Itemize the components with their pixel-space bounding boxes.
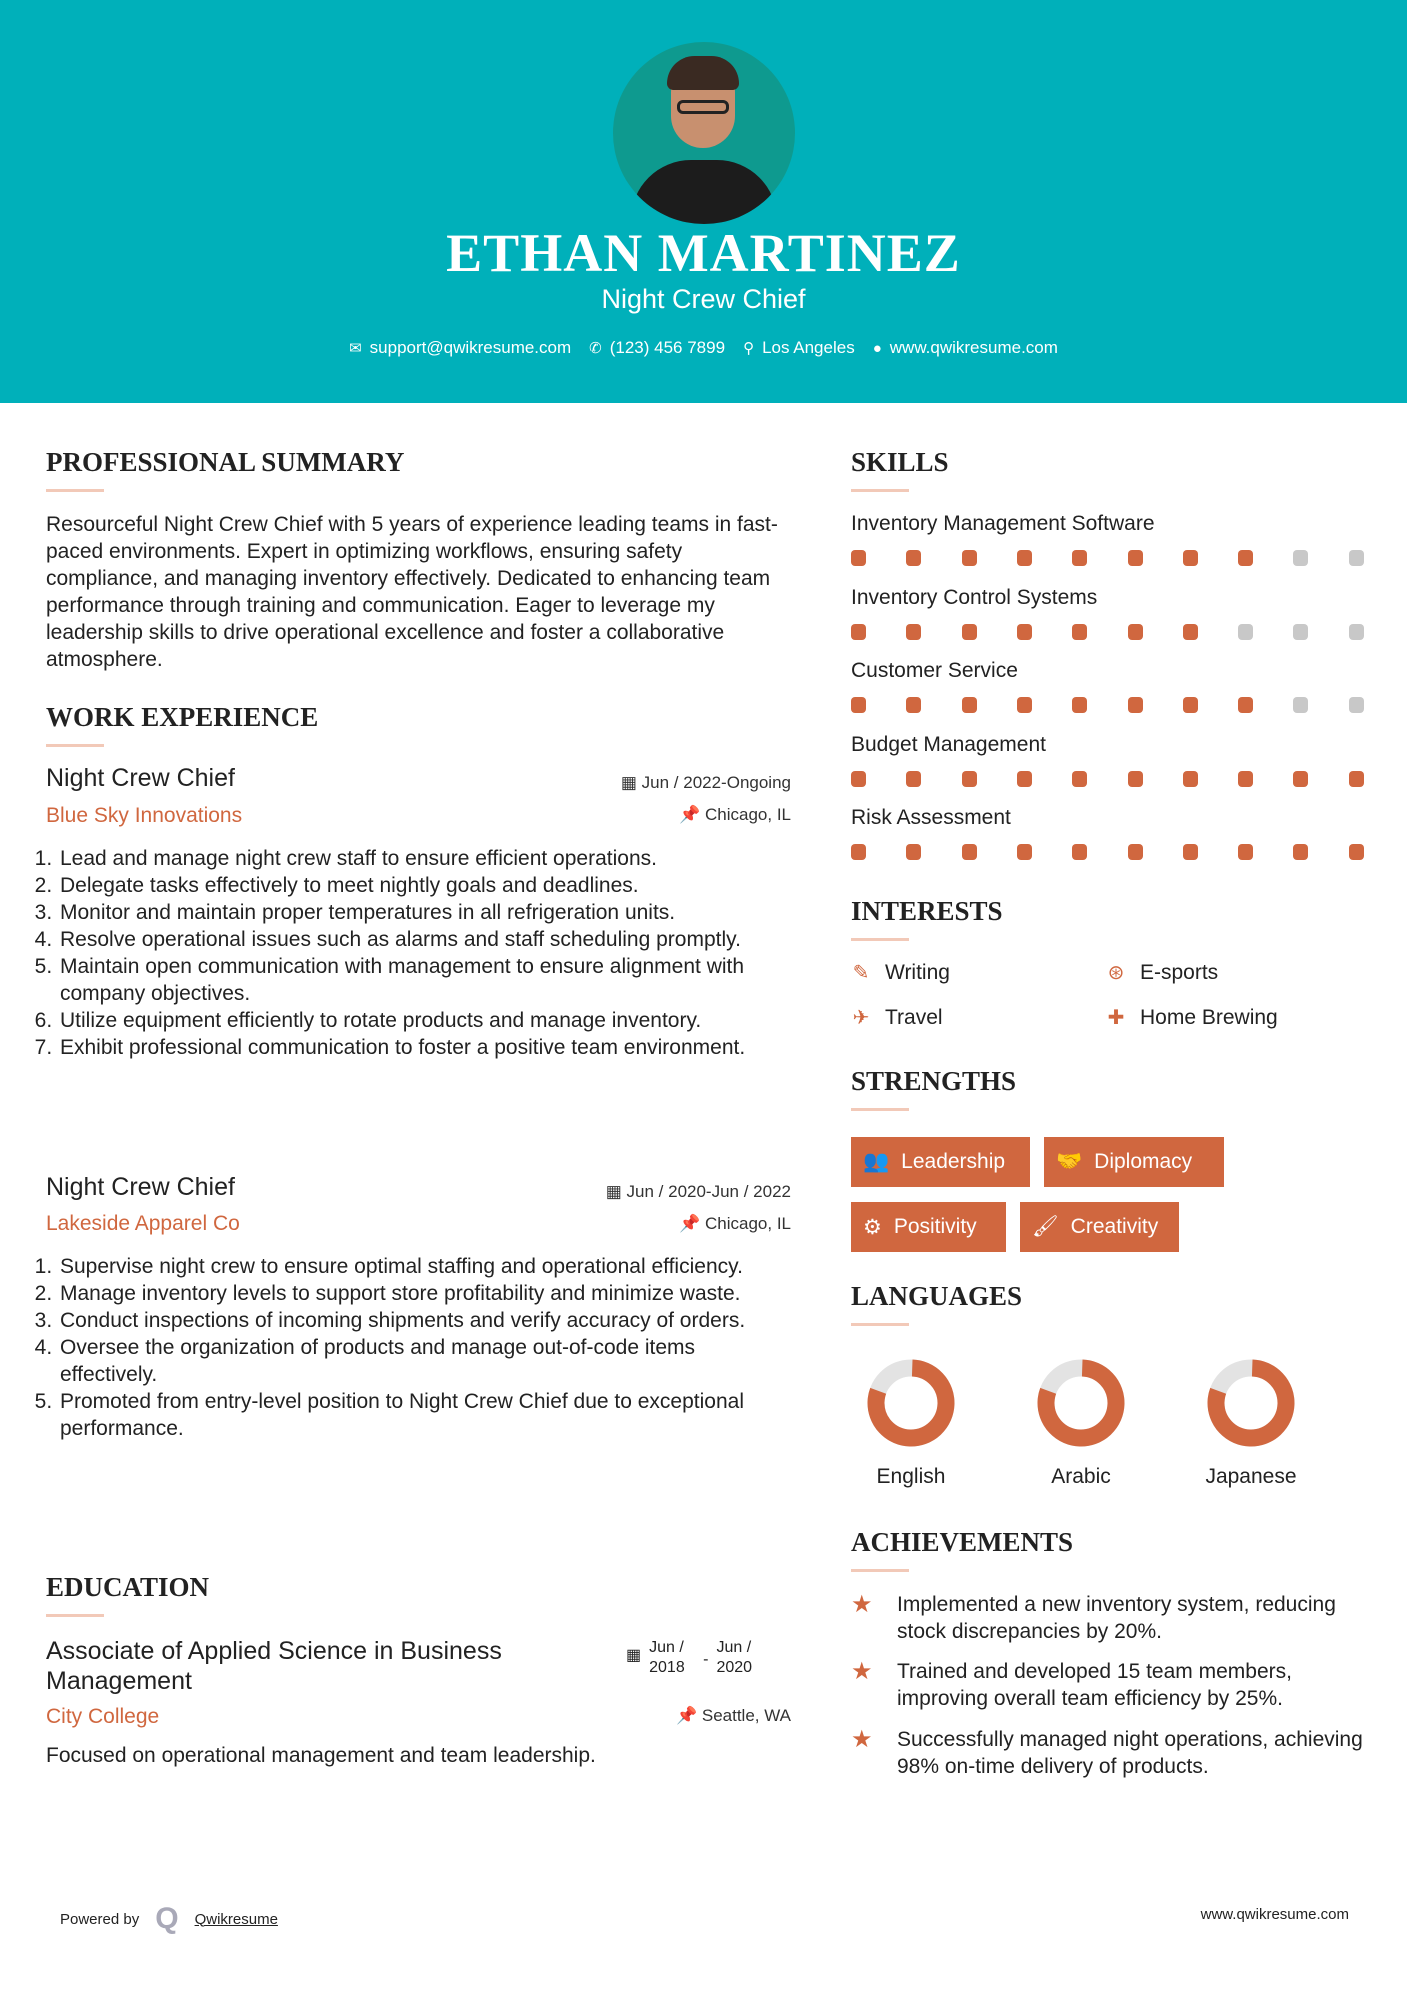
skill-dot-filled (1017, 697, 1032, 713)
strength-creativity: 🖌 Creativity (1020, 1202, 1179, 1252)
skill-dot-filled (1128, 844, 1143, 860)
qwikresume-logo-icon: Q (155, 1902, 179, 1935)
skill-dot-filled (851, 624, 866, 640)
achievement-item: ★ Trained and developed 15 team members, improving overall team efficiency by 25%. (851, 1658, 1292, 1710)
skill-dot-empty (1349, 697, 1364, 713)
handshake-icon: 🤝 (1056, 1150, 1083, 1173)
skill-dot-filled (1128, 624, 1143, 640)
duty-item: 3. Monitor and maintain proper temperatures in all refrigeration units. (58, 899, 790, 926)
lifebuoy-icon: ⊛ (1107, 962, 1125, 984)
skill-dot-empty (1349, 550, 1364, 566)
star-icon: ★ (851, 1726, 873, 1753)
divider (851, 1108, 909, 1111)
school: City College (46, 1705, 160, 1728)
email[interactable]: support@qwikresume.com (369, 338, 572, 357)
calendar-icon: ▦ (620, 773, 642, 792)
achievements-heading: ACHIEVEMENTS (851, 1527, 1074, 1557)
duty-item: 3. Conduct inspections of incoming shipments and verify accuracy of orders. (58, 1307, 790, 1334)
header (0, 0, 1407, 403)
skill-dot-empty (1349, 624, 1364, 640)
users-icon: 👥 (863, 1150, 890, 1173)
skill-dot-empty (1293, 624, 1308, 640)
divider (851, 489, 909, 492)
work-heading: WORK EXPERIENCE (46, 702, 319, 732)
footer-powered: Powered by Q Qwikresume (60, 1902, 278, 1935)
duty-item: 4. Resolve operational issues such as alarms and staff scheduling promptly. (58, 926, 790, 953)
calendar-icon: ▦ (626, 1647, 642, 1664)
duty-item: 2. Delegate tasks effectively to meet nightly goals and deadlines. (58, 872, 790, 899)
skill-dot-filled (906, 697, 921, 713)
skill-name: Risk Assessment (851, 806, 1011, 830)
education-description: Focused on operational management and team leadership. (46, 1744, 596, 1767)
phone-icon: ✆ (589, 340, 602, 357)
skill-dot-filled (1017, 771, 1032, 787)
job-dates: ▦ Jun / 2022-Ongoing (620, 773, 791, 792)
qwikresume-link[interactable]: Qwikresume (194, 1910, 278, 1928)
globe-icon: ● (872, 340, 882, 357)
achievement-item: ★ Implemented a new inventory system, reducing stock discrepancies by 20%. (851, 1591, 1336, 1643)
paintbrush-icon: 🖌 (1032, 1215, 1059, 1238)
contact-bar (0, 338, 1407, 358)
skill-rating (851, 624, 1371, 640)
skill-dot-filled (1072, 844, 1087, 860)
duty-item: 1. Supervise night crew to ensure optimal staffing and operational efficiency. (58, 1253, 790, 1280)
strength-leadership: 👥 Leadership (851, 1137, 1030, 1187)
pin-icon: 📌 (679, 1214, 705, 1233)
skill-dot-filled (1293, 771, 1308, 787)
skill-dot-filled (906, 550, 921, 566)
divider (851, 1569, 909, 1572)
duty-item: 1. Lead and manage night crew staff to ensure efficient operations. (58, 845, 790, 872)
summary-heading: PROFESSIONAL SUMMARY (46, 447, 405, 477)
profile-photo (613, 42, 795, 224)
strength-positivity: ⚙ Positivity (851, 1202, 1006, 1252)
skill-dot-filled (851, 697, 866, 713)
language-donut (1031, 1353, 1131, 1453)
skill-dot-filled (962, 771, 977, 787)
skill-dot-filled (906, 624, 921, 640)
skill-dot-filled (1238, 550, 1253, 566)
pencil-icon: ✎ (852, 962, 870, 984)
education-location: 📌 Seattle, WA (675, 1706, 791, 1725)
skill-dot-filled (1238, 697, 1253, 713)
skill-rating (851, 697, 1371, 713)
skill-dot-filled (851, 550, 866, 566)
language-donut (1201, 1353, 1301, 1453)
education-heading: EDUCATION (46, 1572, 210, 1602)
divider (851, 938, 909, 941)
skill-dot-filled (1128, 550, 1143, 566)
pin-icon: 📌 (679, 805, 705, 824)
skill-dot-filled (1072, 771, 1087, 787)
skill-rating (851, 844, 1371, 860)
pin-icon: 📌 (675, 1706, 702, 1725)
skill-dot-filled (1017, 624, 1032, 640)
skill-dot-empty (1238, 624, 1253, 640)
website[interactable]: www.qwikresume.com (889, 338, 1058, 357)
languages-heading: LANGUAGES (851, 1281, 1023, 1311)
divider (851, 1323, 909, 1326)
job-duties (40, 1253, 790, 1442)
skill-dot-filled (1017, 844, 1032, 860)
summary-text: Resourceful Night Crew Chief with 5 years of experience leading teams in fast-paced environments. Expert in optimizing workflows, ensuring safety compliance, and managing inventory effectively. Dedicated to enhancing team performance through training and communication. Eager to leverage my leadership skills to drive operational excellence and foster a collaborative atmosphere. (46, 513, 778, 671)
skill-rating (851, 771, 1371, 787)
company: Lakeside Apparel Co (46, 1212, 240, 1235)
interest-travel: ✈ Travel (852, 1005, 943, 1029)
duty-item: 2. Manage inventory levels to support store profitability and minimize waste. (58, 1280, 790, 1307)
language-name: Japanese (1205, 1465, 1297, 1488)
strengths-heading: STRENGTHS (851, 1066, 1017, 1096)
skill-dot-filled (1183, 697, 1198, 713)
company: Blue Sky Innovations (46, 804, 243, 827)
achievement-item: ★ Successfully managed night operations, achieving 98% on-time delivery of products. (851, 1726, 1363, 1778)
skill-rating (851, 550, 1371, 566)
job-duties (40, 845, 790, 1061)
candidate-title: Night Crew Chief (601, 284, 806, 314)
skill-dot-filled (1072, 697, 1087, 713)
candidate-name: ETHAN MARTINEZ (446, 223, 961, 283)
interest-esports: ⊛ E-sports (1107, 960, 1219, 984)
interest-writing: ✎ Writing (852, 960, 950, 984)
job-title: Night Crew Chief (46, 764, 235, 792)
skill-dot-filled (851, 771, 866, 787)
skill-dot-filled (1183, 771, 1198, 787)
skill-dot-filled (1349, 844, 1364, 860)
degree: Associate of Applied Science in Business Management (46, 1637, 502, 1695)
skill-name: Inventory Control Systems (851, 585, 1098, 609)
education-dates: ▦ Jun / 2018 - Jun / 2020 (626, 1639, 753, 1676)
skill-name: Inventory Management Software (851, 512, 1155, 535)
skill-dot-filled (1183, 550, 1198, 566)
language-name: Arabic (1051, 1465, 1111, 1488)
puzzle-icon: ✚ (1107, 1007, 1125, 1029)
divider (46, 744, 104, 747)
skill-dot-filled (1017, 550, 1032, 566)
job-title: Night Crew Chief (46, 1173, 235, 1201)
skill-dot-filled (962, 624, 977, 640)
map-pin-icon: ⚲ (743, 340, 755, 357)
duty-item: 5. Promoted from entry-level position to Night Crew Chief due to exceptional performance. (58, 1388, 790, 1442)
skill-dot-filled (1072, 550, 1087, 566)
strength-diplomacy: 🤝 Diplomacy (1044, 1137, 1224, 1187)
skills-heading: SKILLS (851, 447, 949, 477)
calendar-icon: ▦ (605, 1182, 627, 1201)
skill-dot-filled (1349, 771, 1364, 787)
skill-dot-filled (962, 697, 977, 713)
skill-dot-empty (1293, 550, 1308, 566)
location: Los Angeles (762, 338, 855, 357)
gear-icon: ⚙ (863, 1215, 882, 1239)
language-name: English (876, 1465, 946, 1488)
skill-dot-filled (1128, 697, 1143, 713)
language-donut (861, 1353, 961, 1453)
job-location: 📌 Chicago, IL (679, 805, 791, 824)
skill-dot-filled (1238, 844, 1253, 860)
job-dates: ▦ Jun / 2020-Jun / 2022 (605, 1182, 791, 1201)
skill-dot-empty (1293, 697, 1308, 713)
skill-dot-filled (1072, 624, 1087, 640)
duty-item: 4. Oversee the organization of products and manage out-of-code items effectively. (58, 1334, 790, 1388)
skill-dot-filled (1293, 844, 1308, 860)
skill-dot-filled (1238, 771, 1253, 787)
duty-item: 6. Utilize equipment efficiently to rotate products and manage inventory. (58, 1007, 790, 1034)
phone: (123) 456 7899 (609, 338, 726, 357)
skill-name: Budget Management (851, 732, 1046, 756)
skill-dot-filled (906, 844, 921, 860)
divider (46, 489, 104, 492)
skill-dot-filled (1128, 771, 1143, 787)
plane-icon: ✈ (852, 1007, 870, 1029)
star-icon: ★ (851, 1658, 873, 1685)
skill-dot-filled (851, 844, 866, 860)
duty-item: 7. Exhibit professional communication to foster a positive team environment. (58, 1034, 790, 1061)
star-icon: ★ (851, 1591, 873, 1618)
interests-heading: INTERESTS (851, 896, 1003, 926)
skill-name: Customer Service (851, 659, 1018, 683)
interest-home-brewing: ✚ Home Brewing (1107, 1005, 1278, 1029)
skill-dot-filled (1183, 844, 1198, 860)
skill-dot-filled (962, 550, 977, 566)
skill-dot-filled (962, 844, 977, 860)
skill-dot-filled (1183, 624, 1198, 640)
job-location: 📌 Chicago, IL (679, 1214, 791, 1233)
envelope-icon: ✉ (349, 340, 362, 357)
divider (46, 1614, 104, 1617)
footer-url[interactable]: www.qwikresume.com (1200, 1906, 1349, 1923)
duty-item: 5. Maintain open communication with management to ensure alignment with company objectives. (58, 953, 790, 1007)
skill-dot-filled (906, 771, 921, 787)
